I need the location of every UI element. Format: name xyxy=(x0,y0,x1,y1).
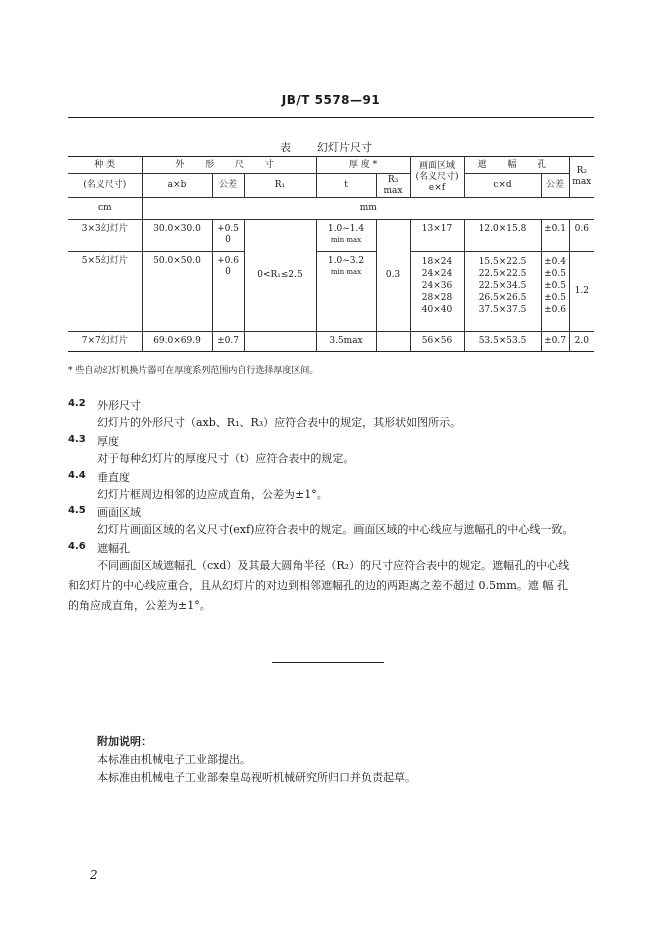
row-3x3-aperture-tol: ±0.1 xyxy=(541,220,569,252)
slide-dimension-table xyxy=(68,156,594,352)
header-area-line2: (名义尺寸) xyxy=(415,171,459,182)
aperture-tol-40x40: ±0.6 xyxy=(544,305,566,315)
standard-code: JB/T 5578—91 xyxy=(281,93,381,107)
section-4-5-body: 幻灯片画面区域的名义尺寸(exf)应符合表中的规定。画面区域的中心线应与遮幅孔的中心线一致。 xyxy=(97,523,574,536)
r1-value: 0<R₁≤2.5 xyxy=(244,220,316,332)
section-4-2-body: 幻灯片的外形尺寸（axb、R₁、R₃）应符合表中的规定，其形状如图所示。 xyxy=(97,416,462,429)
header-t: t xyxy=(316,174,376,198)
row-7x7-r1-empty xyxy=(244,332,316,352)
additional-notes-title: 附加说明： xyxy=(97,735,152,748)
section-4-5-number: 4.5 xyxy=(68,505,86,516)
row-5x5-axb: 50.0×50.0 xyxy=(142,252,212,332)
r3-value: 0.3 xyxy=(376,220,410,332)
section-4-3-body: 对于每种幻灯片的厚度尺寸（t）应符合表中的规定。 xyxy=(97,452,355,465)
section-4-6-body-line2: 和幻灯片的中心线应重合，且从幻灯片的对边到相邻遮幅孔的边的两距离之差不超过 0.5mm。遮 幅 孔 xyxy=(68,579,568,592)
aperture-tol-28x28: ±0.5 xyxy=(544,293,566,303)
row-7x7-thickness: 3.5max xyxy=(316,332,376,352)
header-rule xyxy=(68,117,594,118)
section-4-2-number: 4.2 xyxy=(68,398,86,409)
row-7x7-axb: 69.0×69.9 xyxy=(142,332,212,352)
row-5x5-t-minmax: min max xyxy=(330,268,362,276)
header-r3-symbol: R₃ xyxy=(387,174,399,185)
row-5x5-tol-lower: 0 xyxy=(225,267,231,277)
section-4-4-title: 垂直度 xyxy=(97,471,130,484)
row-7x7-area: 56×56 xyxy=(410,332,464,352)
row-7x7-aperture: 53.5×53.5 xyxy=(464,332,541,352)
aperture-28x28: 26.5×26.5 xyxy=(478,293,527,303)
header-outer-dimensions: 外 形 尺 寸 xyxy=(142,157,316,174)
section-4-6-number: 4.6 xyxy=(68,541,86,552)
header-r3 xyxy=(376,174,410,198)
table-title-prefix: 表 xyxy=(280,141,291,154)
unit-mm: mm xyxy=(142,198,594,220)
row-3x3-t-range: 1.0~1.4 xyxy=(327,224,365,234)
row-5x5-tol-upper: +0.6 xyxy=(217,256,239,266)
aperture-24x36: 22.5×34.5 xyxy=(478,281,527,291)
header-shade-aperture: 遮 幅 孔 xyxy=(464,157,569,174)
row-7x7-tolerance: ±0.7 xyxy=(212,332,244,352)
area-28x28: 28×28 xyxy=(421,293,453,303)
row-5x5-thickness xyxy=(316,252,376,332)
table-title-text: 幻灯片尺寸 xyxy=(317,141,372,154)
header-r3-max: max xyxy=(383,185,403,196)
aperture-40x40: 37.5×37.5 xyxy=(478,305,527,315)
additional-notes-line-2: 本标准由机械电子工业部秦皇岛视听机械研究所归口并负责起草。 xyxy=(97,771,416,784)
row-5x5-area xyxy=(410,252,464,332)
page-number: 2 xyxy=(90,868,98,882)
area-24x24: 24×24 xyxy=(421,269,453,279)
header-r2-max: max xyxy=(572,177,592,187)
header-tolerance: 公差 xyxy=(212,174,244,198)
section-4-2-title: 外形尺寸 xyxy=(97,399,141,412)
unit-cm: cm xyxy=(68,198,142,220)
row-7x7-r3-empty xyxy=(376,332,410,352)
section-4-6-body-line1: 不同画面区域遮幅孔（cxd）及其最大圆角半径（R₂）的尺寸应符合表中的规定。遮幅孔的中心线 xyxy=(97,559,570,572)
section-4-6-title: 遮幅孔 xyxy=(97,542,130,555)
row-3x3-area: 13×17 xyxy=(410,220,464,252)
aperture-24x24: 22.5×22.5 xyxy=(478,269,527,279)
section-4-5-title: 画面区域 xyxy=(97,506,141,519)
row-3x3-r2: 0.6 xyxy=(569,220,594,252)
area-40x40: 40×40 xyxy=(421,305,453,315)
header-cxd: c×d xyxy=(464,174,541,198)
section-4-3-title: 厚度 xyxy=(97,435,119,448)
row-3x3-tol-upper: +0.5 xyxy=(217,224,239,234)
end-rule xyxy=(272,662,384,663)
row-3x3-aperture: 12.0×15.8 xyxy=(464,220,541,252)
row-5x5-type: 5×5幻灯片 xyxy=(68,252,142,332)
header-r2 xyxy=(569,157,594,198)
row-5x5-r2: 1.2 xyxy=(569,252,594,332)
row-3x3-axb: 30.0×30.0 xyxy=(142,220,212,252)
row-3x3-thickness xyxy=(316,220,376,252)
aperture-18x24: 15.5×22.5 xyxy=(478,257,527,267)
header-tolerance-2: 公差 xyxy=(541,174,569,198)
row-3x3-tol-lower: 0 xyxy=(225,235,231,245)
header-thickness: 厚 度 * xyxy=(316,157,410,174)
header-type: 种 类 xyxy=(68,157,142,174)
row-5x5-t-range: 1.0~3.2 xyxy=(327,256,365,266)
aperture-tol-18x24: ±0.4 xyxy=(544,257,566,267)
header-r1: R₁ xyxy=(244,174,316,198)
section-4-4-body: 幻灯片框周边相邻的边应成直角，公差为±1°。 xyxy=(97,488,328,501)
header-area-exf: e×f xyxy=(428,182,446,193)
header-r2-symbol: R₂ xyxy=(576,166,587,176)
header-type-sub: (名义尺寸) xyxy=(68,174,142,198)
row-3x3-tolerance xyxy=(212,220,244,252)
table-footnote: * 些自动幻灯机换片器可在厚度系列范围内自行选择厚度区间。 xyxy=(68,366,319,376)
header-picture-area xyxy=(410,157,464,198)
table-title xyxy=(280,139,372,155)
row-7x7-type: 7×7幻灯片 xyxy=(68,332,142,352)
header-axb: a×b xyxy=(142,174,212,198)
additional-notes-line-1: 本标准由机械电子工业部提出。 xyxy=(97,753,251,766)
row-5x5-tolerance xyxy=(212,252,244,332)
header-area-line1: 画面区域 xyxy=(419,160,456,171)
row-5x5-aperture-tol xyxy=(541,252,569,332)
row-3x3-type: 3×3幻灯片 xyxy=(68,220,142,252)
section-4-4-number: 4.4 xyxy=(68,470,86,481)
row-5x5-aperture xyxy=(464,252,541,332)
aperture-tol-24x24: ±0.5 xyxy=(544,269,566,279)
row-7x7-r2: 2.0 xyxy=(569,332,594,352)
row-3x3-t-minmax: min max xyxy=(330,236,362,244)
area-18x24: 18×24 xyxy=(421,257,453,267)
row-7x7-aperture-tol: ±0.7 xyxy=(541,332,569,352)
section-4-6-body-line3: 的角应成直角，公差为±1°。 xyxy=(68,599,211,612)
area-24x36: 24×36 xyxy=(421,281,453,291)
section-4-3-number: 4.3 xyxy=(68,434,86,445)
aperture-tol-24x36: ±0.5 xyxy=(544,281,566,291)
